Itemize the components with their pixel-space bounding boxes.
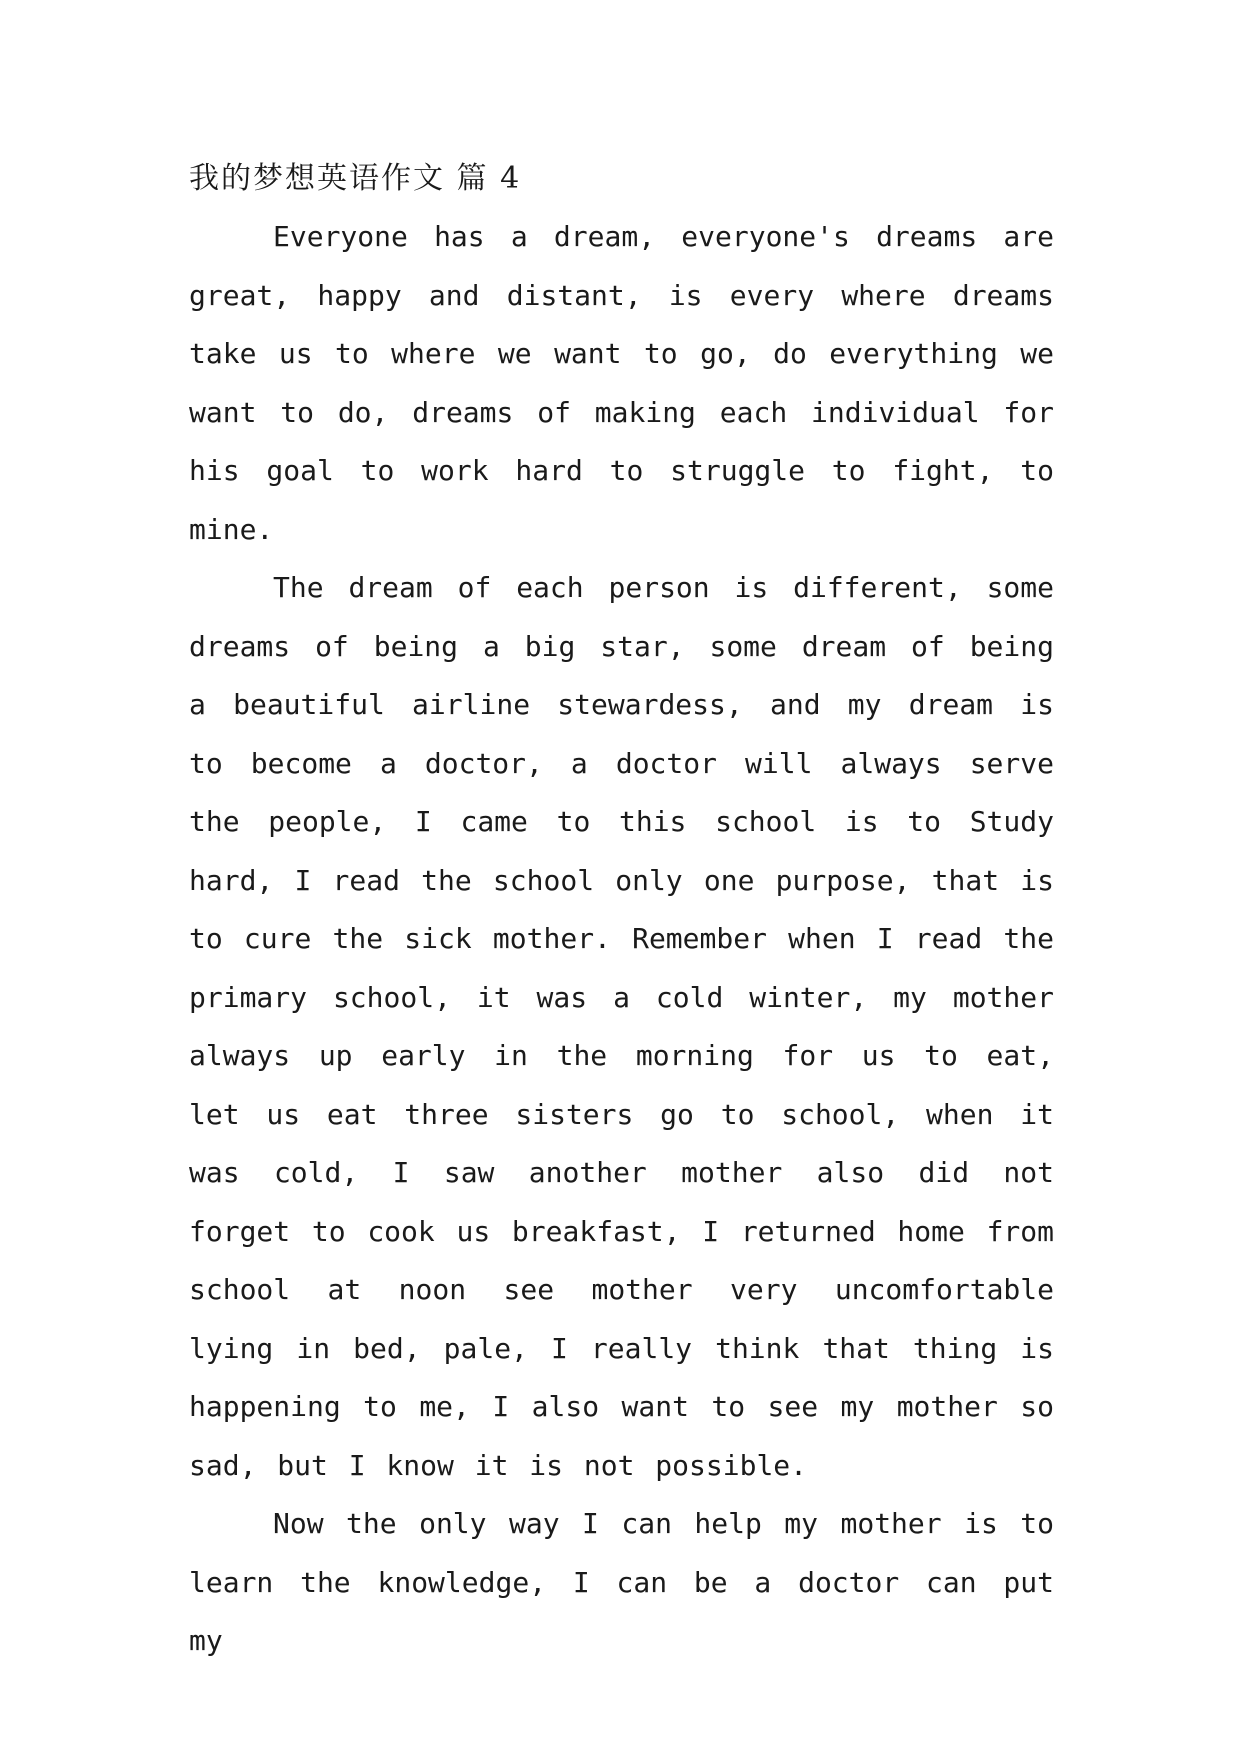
essay-title: 我的梦想英语作文 篇 4 [189,161,522,196]
paragraph-1: Everyone has a dream, everyone's dreams are great, happy and distant, is every where dreams take us to where we want to go, do everything we want to do, dreams of making each individual for his goal to work hard to struggle to fight, to mine. [189,220,1054,546]
paragraph-2: The dream of each person is different, some dreams of being a big star, some dream of being a beautiful airline stewardess, and my dream is to become a doctor, a doctor will always serve the people, I came to this school is to Study hard, I read the school only one purpose, that is to cure the sick mother. Remember when I read the primary school, it was a cold winter, my mother always up early in the morning for us to eat, let us eat three sisters go to school, when it was cold, I saw another mother also did not forget to cook us breakfast, I returned home from school at noon see mother very uncomfortable lying in bed, pale, I really think that thing is happening to me, I also want to see my mother so sad, but I know it is not possible. [189,571,1054,1482]
document-body [189,158,1054,1671]
paragraph-3: Now the only way I can help my mother is to learn the knowledge, I can be a doctor can put my [189,1507,1054,1657]
